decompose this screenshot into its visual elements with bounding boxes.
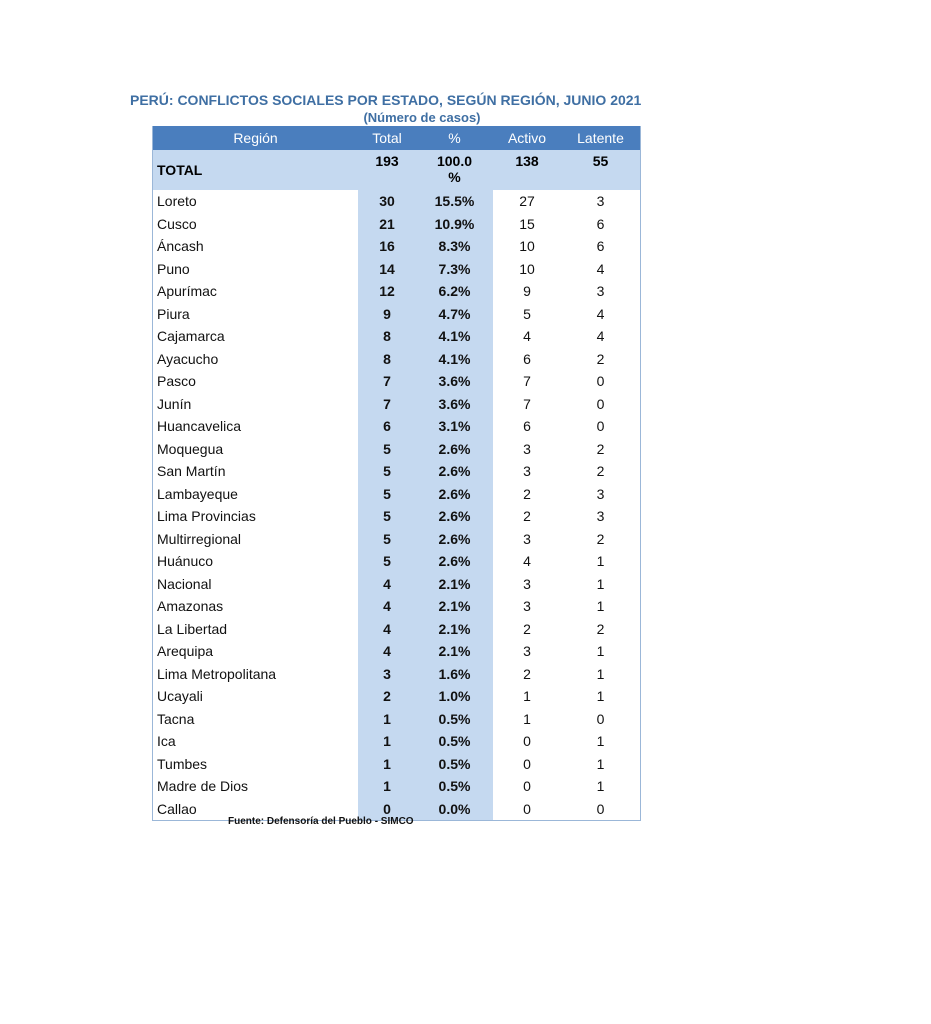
document-subtitle: (Número de casos) [363, 110, 481, 125]
cell-region: Arequipa [157, 643, 214, 660]
table-row [153, 415, 640, 438]
document-title: PERÚ: CONFLICTOS SOCIALES POR ESTADO, SEGÚN REGIÓN, JUNIO 2021 [130, 92, 642, 108]
table-row [153, 280, 640, 303]
cell-total: 4 [358, 640, 416, 663]
cell-region: Lima Provincias [157, 508, 256, 525]
cell-region: Cajamarca [157, 328, 225, 345]
cell-total: 30 [358, 190, 416, 213]
cell-pct: 2.6% [416, 438, 493, 461]
cell-activo: 7 [523, 395, 531, 412]
cell-region: Huancavelica [157, 418, 242, 435]
cell-pct: 0.5% [416, 753, 493, 776]
table-row [153, 190, 640, 213]
cell-activo: 3 [523, 440, 531, 457]
cell-activo: 15 [519, 215, 535, 232]
total-row-pct-sign: % [448, 169, 461, 185]
cell-pct: 2.6% [416, 483, 493, 506]
cell-latente: 3 [596, 193, 605, 210]
cell-total: 7 [358, 393, 416, 416]
cell-region: Loreto [157, 193, 197, 210]
table-row [153, 528, 640, 551]
cell-region: Madre de Dios [157, 778, 249, 795]
cell-region: Lima Metropolitana [157, 665, 277, 682]
cell-activo: 6 [523, 418, 531, 435]
cell-latente: 0 [596, 418, 605, 435]
cell-latente: 2 [596, 620, 605, 637]
table-row [153, 483, 640, 506]
cell-latente: 1 [596, 575, 605, 592]
cell-region: Lambayeque [157, 485, 238, 502]
cell-pct: 3.6% [416, 393, 493, 416]
cell-region: Tacna [157, 710, 195, 727]
cell-total: 1 [358, 775, 416, 798]
table-row [153, 438, 640, 461]
source-note: Fuente: Defensoría del Pueblo - SIMCO [228, 816, 414, 827]
cell-pct: 2.1% [416, 640, 493, 663]
cell-total: 4 [358, 618, 416, 641]
cell-total: 1 [358, 730, 416, 753]
table-row [153, 730, 640, 753]
cell-latente: 1 [596, 598, 605, 615]
cell-pct: 1.0% [416, 685, 493, 708]
cell-activo: 0 [523, 778, 531, 795]
cell-region: Piura [157, 305, 190, 322]
cell-pct: 4.7% [416, 303, 493, 326]
cell-activo: 2 [523, 508, 531, 525]
cell-latente: 3 [596, 485, 605, 502]
cell-total: 1 [358, 753, 416, 776]
table-row [153, 348, 640, 371]
cell-region: Apurímac [157, 283, 217, 300]
cell-latente: 1 [596, 733, 605, 750]
cell-activo: 3 [523, 643, 531, 660]
cell-latente: 2 [596, 530, 605, 547]
cell-latente: 1 [596, 665, 605, 682]
table-row [153, 663, 640, 686]
header-region: Región [153, 126, 358, 150]
cell-total: 16 [358, 235, 416, 258]
cell-pct: 2.1% [416, 573, 493, 596]
cell-pct: 2.6% [416, 505, 493, 528]
cell-total: 3 [358, 663, 416, 686]
cell-total: 5 [358, 505, 416, 528]
table-row [153, 640, 640, 663]
table-row [153, 213, 640, 236]
cell-latente: 6 [596, 238, 605, 255]
region-rows [153, 190, 640, 820]
cell-region: Multirregional [157, 530, 242, 547]
header-latente: Latente [561, 126, 640, 150]
header-activo: Activo [493, 126, 561, 150]
cell-total: 4 [358, 595, 416, 618]
cell-activo: 0 [523, 755, 531, 772]
cell-total: 5 [358, 550, 416, 573]
cell-region: Pasco [157, 373, 196, 390]
cell-activo: 3 [523, 463, 531, 480]
cell-activo: 1 [523, 710, 531, 727]
cell-latente: 0 [596, 373, 605, 390]
cell-pct: 0.5% [416, 708, 493, 731]
cell-total: 21 [358, 213, 416, 236]
cell-pct: 3.1% [416, 415, 493, 438]
table-row [153, 618, 640, 641]
cell-total: 7 [358, 370, 416, 393]
cell-total: 9 [358, 303, 416, 326]
cell-latente: 4 [596, 305, 605, 322]
cell-latente: 6 [596, 215, 605, 232]
cell-latente: 1 [596, 778, 605, 795]
cell-activo: 2 [523, 620, 531, 637]
table-row [153, 550, 640, 573]
table-header [153, 126, 640, 150]
cell-activo: 3 [523, 598, 531, 615]
cell-pct: 0.5% [416, 730, 493, 753]
cell-activo: 4 [523, 553, 531, 570]
total-row-pct-value: 100.0 [436, 153, 473, 169]
cell-latente: 0 [596, 710, 605, 727]
header-total: Total [358, 126, 416, 150]
cell-region: Amazonas [157, 598, 224, 615]
table-row [153, 393, 640, 416]
cell-latente: 0 [596, 395, 605, 412]
cell-region: Callao [157, 800, 197, 817]
table-row [153, 753, 640, 776]
table-row [153, 258, 640, 281]
cell-activo: 2 [523, 485, 531, 502]
cell-latente: 1 [596, 553, 605, 570]
cell-region: La Libertad [157, 620, 228, 637]
cell-region: Junín [157, 395, 192, 412]
cell-activo: 10 [519, 238, 535, 255]
total-row-pct [416, 150, 493, 190]
cell-latente: 1 [596, 688, 605, 705]
table-row [153, 708, 640, 731]
table-row [153, 325, 640, 348]
total-row-total: 193 [358, 150, 416, 190]
cell-region: San Martín [157, 463, 226, 480]
cell-latente: 4 [596, 260, 605, 277]
conflicts-table-container [152, 126, 641, 821]
header-pct: % [416, 126, 493, 150]
cell-activo: 4 [523, 328, 531, 345]
cell-activo: 5 [523, 305, 531, 322]
cell-pct: 2.1% [416, 595, 493, 618]
cell-latente: 2 [596, 350, 605, 367]
cell-region: Moquegua [157, 440, 224, 457]
cell-total: 8 [358, 325, 416, 348]
cell-region: Cusco [157, 215, 197, 232]
cell-pct: 0.0% [416, 798, 493, 821]
table-row [153, 573, 640, 596]
cell-pct: 2.6% [416, 550, 493, 573]
cell-pct: 6.2% [416, 280, 493, 303]
cell-pct: 2.6% [416, 528, 493, 551]
cell-region: Huánuco [157, 553, 214, 570]
cell-pct: 2.1% [416, 618, 493, 641]
cell-total: 12 [358, 280, 416, 303]
cell-total: 2 [358, 685, 416, 708]
table-row [153, 235, 640, 258]
total-row-latente: 55 [561, 150, 640, 190]
cell-activo: 2 [523, 665, 531, 682]
cell-activo: 9 [523, 283, 531, 300]
cell-activo: 27 [519, 193, 535, 210]
cell-region: Nacional [157, 575, 212, 592]
cell-pct: 8.3% [416, 235, 493, 258]
cell-total: 14 [358, 258, 416, 281]
cell-activo: 1 [523, 688, 531, 705]
cell-latente: 1 [596, 643, 605, 660]
cell-total: 5 [358, 528, 416, 551]
cell-pct: 2.6% [416, 460, 493, 483]
table-row [153, 775, 640, 798]
cell-pct: 7.3% [416, 258, 493, 281]
table-row [153, 505, 640, 528]
cell-pct: 4.1% [416, 325, 493, 348]
conflicts-table [153, 126, 640, 820]
table-row [153, 595, 640, 618]
cell-total: 8 [358, 348, 416, 371]
header-row [153, 126, 640, 150]
cell-latente: 1 [596, 755, 605, 772]
cell-region: Tumbes [157, 755, 208, 772]
cell-region: Ayacucho [157, 350, 219, 367]
cell-region: Ica [157, 733, 176, 750]
cell-latente: 0 [596, 800, 605, 817]
total-row [153, 150, 640, 190]
cell-region: Áncash [157, 238, 204, 255]
cell-total: 4 [358, 573, 416, 596]
total-row-activo: 138 [493, 150, 561, 190]
table-total-section [153, 150, 640, 190]
cell-activo: 0 [523, 800, 531, 817]
cell-activo: 3 [523, 575, 531, 592]
table-row [153, 685, 640, 708]
table-row [153, 460, 640, 483]
cell-activo: 3 [523, 530, 531, 547]
cell-total: 6 [358, 415, 416, 438]
cell-activo: 7 [523, 373, 531, 390]
cell-activo: 0 [523, 733, 531, 750]
cell-total: 5 [358, 483, 416, 506]
cell-activo: 10 [519, 260, 535, 277]
total-row-region: TOTAL [153, 150, 358, 190]
cell-activo: 6 [523, 350, 531, 367]
cell-pct: 10.9% [416, 213, 493, 236]
cell-region: Puno [157, 260, 190, 277]
cell-total: 0 [358, 798, 416, 821]
table-row [153, 370, 640, 393]
cell-total: 5 [358, 438, 416, 461]
cell-region: Ucayali [157, 688, 203, 705]
cell-total: 5 [358, 460, 416, 483]
cell-latente: 2 [596, 440, 605, 457]
cell-pct: 0.5% [416, 775, 493, 798]
cell-pct: 15.5% [416, 190, 493, 213]
cell-latente: 4 [596, 328, 605, 345]
cell-pct: 1.6% [416, 663, 493, 686]
cell-pct: 4.1% [416, 348, 493, 371]
cell-pct: 3.6% [416, 370, 493, 393]
cell-total: 1 [358, 708, 416, 731]
cell-latente: 3 [596, 283, 605, 300]
cell-latente: 2 [596, 463, 605, 480]
table-row [153, 303, 640, 326]
cell-latente: 3 [596, 508, 605, 525]
